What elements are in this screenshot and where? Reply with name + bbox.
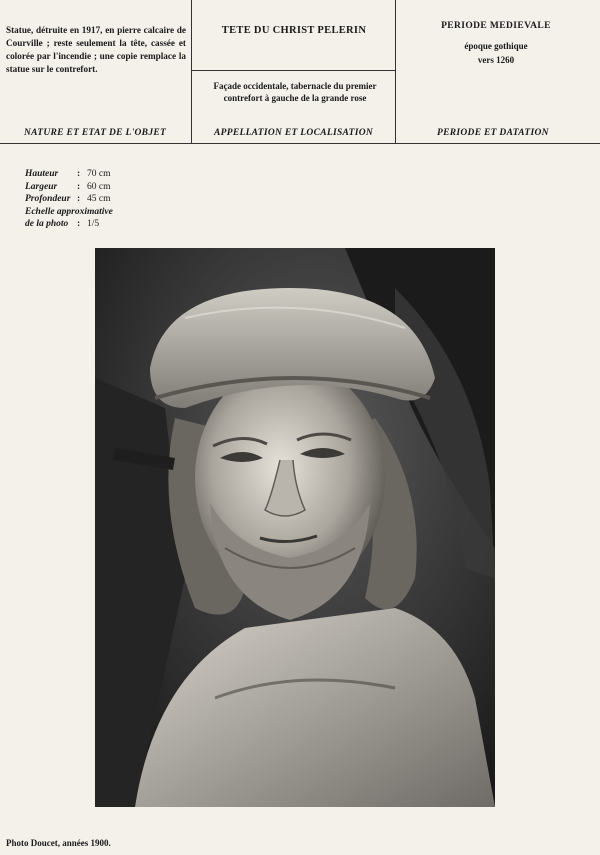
period-style: époque gothique xyxy=(464,41,528,51)
period-block xyxy=(398,19,594,67)
dimension-label: Largeur xyxy=(25,181,58,192)
row-divider xyxy=(192,70,395,71)
christ-head-image xyxy=(95,248,495,807)
dimension-label: Hauteur xyxy=(25,169,59,179)
scale-label-2: de la photo xyxy=(25,219,69,229)
dimension-label: Profondeur xyxy=(25,194,71,204)
object-location: Façade occidentale, tabernacle du premier contrefort à gauche de la grande rose xyxy=(213,81,377,103)
column-label-periode: PERIODE ET DATATION xyxy=(437,128,549,138)
header-table xyxy=(0,0,600,144)
scale-label: Echelle approximative xyxy=(25,206,113,217)
object-title: TETE DU CHRIST PELERIN xyxy=(221,25,367,36)
dimension-row: Hauteur : 70 cm xyxy=(25,169,111,179)
period-date: vers 1260 xyxy=(477,55,515,65)
column-label-appellation: APPELLATION ET LOCALISATION xyxy=(214,128,374,138)
dimension-row: Largeur : 60 cm xyxy=(25,181,111,192)
sculpture-photo xyxy=(95,248,495,807)
object-description: Statue, détruite en 1917, en pierre calcaire de Courville ; reste seulement la tête, cassée et colorée par l'incendie ; une copie remplace la statue sur le contrefort. xyxy=(6,25,186,74)
scale-row: de la photo : 1/5 xyxy=(25,219,100,229)
dimensions-list xyxy=(25,168,113,231)
dimension-value: 70 cm xyxy=(87,169,111,179)
dimension-value: 60 cm xyxy=(87,181,111,192)
column-label-nature: NATURE ET ETAT DE L'OBJET xyxy=(24,128,167,138)
column-divider xyxy=(395,0,396,143)
dimension-row: Profondeur : 45 cm xyxy=(25,194,111,204)
photo-credit: Photo Doucet, années 1900. xyxy=(6,838,111,848)
dimension-value: 45 cm xyxy=(87,194,111,204)
period-name: PERIODE MEDIEVALE xyxy=(441,21,551,31)
column-divider xyxy=(191,0,192,143)
scale-value: 1/5 xyxy=(87,219,100,229)
